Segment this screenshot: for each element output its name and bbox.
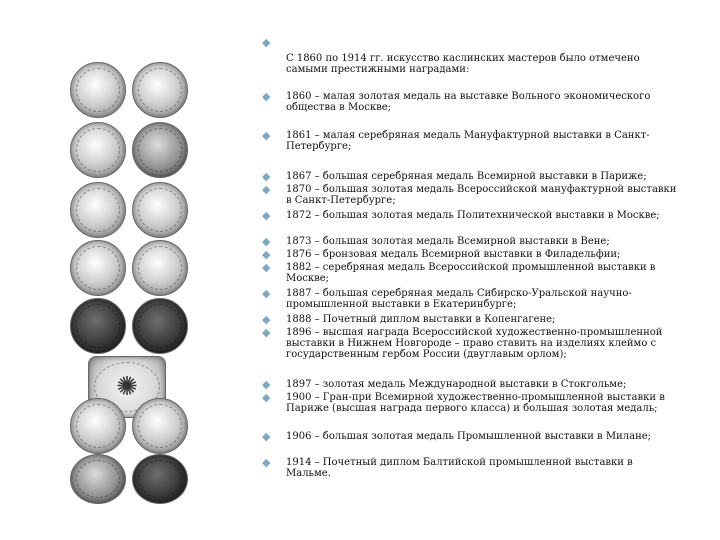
bullet-icon: ◆ [262,90,271,103]
medal-pair [70,240,188,296]
list-item [262,235,678,248]
list-item-text: 1872 – большая золотая медаль Политехнической выставки в Москве; [286,210,660,221]
medal-image [132,298,188,354]
list-item [286,54,678,76]
bullet-icon: ◆ [262,378,271,391]
list-item-text: 1867 – большая серебряная медаль Всемирной выставки в Париже; [286,171,647,182]
medal-pair [70,182,188,238]
list-item [262,287,678,311]
list-item-text: 1870 – большая золотая медаль Всероссийской мануфактурной выставки в Санкт-Петербурге; [286,184,677,206]
medal-image [70,62,126,118]
list-item-text: 1882 – серебряная медаль Всероссийской промышленной выставки в Москве; [286,262,656,284]
list-item-text: 1900 – Гран-при Всемирной художественно-промышленной выставки в Париже (высшая награда первого класса) и большая золотая медаль; [286,392,665,414]
list-item [262,313,678,326]
bullet-icon: ◆ [262,287,271,300]
list-item-text: 1861 – малая серебряная медаль Мануфактурной выставки в Санкт-Петербурге; [286,130,650,152]
medal-image [70,398,126,454]
list-item [262,326,678,360]
medal-image [132,454,188,504]
medal-image [70,454,126,504]
list-item-text: 1887 – большая серебряная медаль Сибирско-Уральской научно-промышленной выставки в Екатеринбурге; [286,288,632,310]
bullet-icon: ◆ [262,209,271,222]
list-item [262,378,678,391]
list-item-text: 1873 – большая золотая медаль Всемирной выставки в Вене; [286,236,610,247]
list-item-text: 1876 – бронзовая медаль Всемирной выставки в Филадельфии; [286,249,621,260]
bullet-icon: ◆ [262,183,271,196]
medal-images-column [70,62,190,502]
bullet-icon: ◆ [262,129,271,142]
bullet-icon: ◆ [262,170,271,183]
medal-image [132,122,188,178]
list-item-text: 1860 – малая золотая медаль на выставке Вольного экономического общества в Москве; [286,91,651,113]
list-item-text: 1914 – Почетный диплом Балтийской промышленной выставки в Мальме. [286,457,633,479]
list-item [262,261,678,285]
medal-pair [70,298,188,354]
bullet-icon: ◆ [262,313,271,326]
bullet-icon: ◆ [262,326,271,339]
bullet-icon: ◆ [262,391,271,404]
list-item [262,129,678,153]
bullet-icon: ◆ [262,235,271,248]
medal-pair [70,62,188,118]
list-item [262,430,678,443]
list-item [262,90,678,114]
medal-image [70,240,126,296]
list-item [262,391,678,415]
medal-image [70,122,126,178]
medal-image [132,398,188,454]
bullet-icon: ◆ [262,36,271,49]
list-item [262,248,678,261]
bullet-icon: ◆ [262,456,271,469]
medal-pair [70,398,188,454]
list-item-text: 1897 – золотая медаль Международной выставки в Стокгольме; [286,379,627,390]
list-item-text: 1896 – высшая награда Всероссийской художественно-промышленной выставки в Нижнем Новгороде – право ставить на изделиях клеймо с государственным гербом России (двуглавым орлом); [286,327,663,360]
medal-image [70,298,126,354]
medal-image [132,240,188,296]
list-item [262,209,678,222]
medal-pair [70,454,188,504]
list-item [262,170,678,183]
medal-image [132,182,188,238]
medal-pair [70,122,188,178]
medal-image [70,182,126,238]
list-item-text: С 1860 по 1914 гг. искусство каслинских мастеров было отмечено самыми престижными наградами: [286,53,640,75]
list-item [262,456,678,480]
bullet-icon: ◆ [262,261,271,274]
bullet-icon: ◆ [262,430,271,443]
medal-image [132,62,188,118]
bullet-icon: ◆ [262,248,271,261]
list-item-text: 1888 – Почетный диплом выставки в Копенгагене; [286,314,556,325]
list-item [262,183,678,207]
list-item-text: 1906 – большая золотая медаль Промышленной выставки в Милане; [286,431,652,442]
